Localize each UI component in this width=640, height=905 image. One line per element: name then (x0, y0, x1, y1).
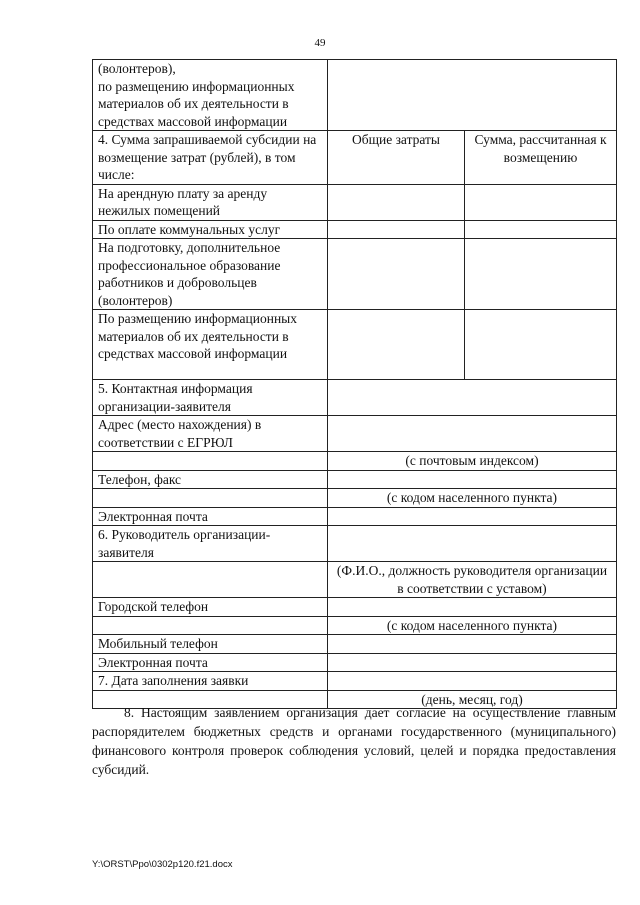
row-label-volunteers-media: (волонтеров), по размещению информационных материалов об их деятельности в средствах массовой информации (93, 60, 328, 131)
row-label-mobile-phone: Мобильный телефон (93, 635, 328, 654)
value-cell[interactable] (328, 310, 465, 380)
table-row (93, 310, 617, 380)
row-label-phone-fax: Телефон, факс (93, 470, 328, 489)
row-label-utilities: По оплате коммунальных услуг (93, 220, 328, 239)
value-cell[interactable] (465, 220, 617, 239)
section-heading-head-of-organization: 6. Руководитель организации-заявителя (93, 526, 328, 562)
table-row (93, 131, 617, 185)
table-row (93, 220, 617, 239)
value-cell[interactable] (328, 239, 465, 310)
page-number: 49 (314, 37, 326, 49)
phone-fax-input-cell[interactable] (328, 470, 617, 489)
value-cell[interactable] (328, 380, 617, 416)
row-label-city-phone-continued (93, 616, 328, 635)
table-row (93, 526, 617, 562)
row-label-training: На подготовку, дополнительное профессиональное образование работников и добровольцев (волонтеров) (93, 239, 328, 310)
application-form-table (92, 59, 617, 709)
row-label-media-placement: По размещению информационных материалов об их деятельности в средствах массовой информации (93, 310, 328, 380)
hint-day-month-year: (день, месяц, год) (328, 690, 617, 709)
table-row (93, 653, 617, 672)
mobile-phone-input-cell[interactable] (328, 635, 617, 654)
row-label-email-head: Электронная почта (93, 653, 328, 672)
row-label-subsidy-amount: 4. Сумма запрашиваемой субсидии на возмещение затрат (рублей), в том числе: (93, 131, 328, 185)
table-row (93, 452, 617, 471)
table-row (93, 507, 617, 526)
value-cell[interactable] (328, 220, 465, 239)
row-label-city-phone: Городской телефон (93, 598, 328, 617)
table-row (93, 489, 617, 508)
consent-paragraph: 8. Настоящим заявлением организация дает согласие на осуществление главным распорядителем бюджетных средств и органами государственного (муниципального) финансового контроля проверок соблюдения условий, целей и порядка предоставления субсидий. (92, 705, 616, 777)
row-label-email: Электронная почта (93, 507, 328, 526)
table-row (93, 60, 617, 131)
row-label-head-continued (93, 562, 328, 598)
table-row (93, 380, 617, 416)
section-heading-contact-info: 5. Контактная информация организации-заявителя (93, 380, 328, 416)
value-cell[interactable] (465, 310, 617, 380)
row-label-address-continued (93, 452, 328, 471)
row-label-address: Адрес (место нахождения) в соответствии с ЕГРЮЛ (93, 416, 328, 452)
value-cell[interactable] (465, 184, 617, 220)
address-input-cell[interactable] (328, 416, 617, 452)
hint-postal-code: (с почтовым индексом) (328, 452, 617, 471)
table-row (93, 598, 617, 617)
city-phone-input-cell[interactable] (328, 598, 617, 617)
value-cell[interactable] (328, 60, 617, 131)
row-label-phone-fax-continued (93, 489, 328, 508)
table-row (93, 616, 617, 635)
row-label-rent: На арендную плату за аренду нежилых помещений (93, 184, 328, 220)
table-row (93, 470, 617, 489)
table-row (93, 562, 617, 598)
column-header-reimbursement-amount: Сумма, рассчитанная к возмещению (465, 131, 617, 185)
head-name-input-cell[interactable] (328, 526, 617, 562)
email-input-cell[interactable] (328, 507, 617, 526)
value-cell[interactable] (465, 239, 617, 310)
table-row (93, 416, 617, 452)
date-input-cell[interactable] (328, 672, 617, 691)
footer-file-path: Y:\ORST\Ppo\0302p120.f21.docx (92, 859, 233, 870)
table-row (93, 672, 617, 691)
value-cell[interactable] (328, 184, 465, 220)
table-row (93, 239, 617, 310)
hint-area-code: (с кодом населенного пункта) (328, 489, 617, 508)
table-row (93, 184, 617, 220)
column-header-total-costs: Общие затраты (328, 131, 465, 185)
table-row (93, 635, 617, 654)
section-heading-application-date: 7. Дата заполнения заявки (93, 672, 328, 691)
head-email-input-cell[interactable] (328, 653, 617, 672)
hint-city-phone-area-code: (с кодом населенного пункта) (328, 616, 617, 635)
hint-head-name-position: (Ф.И.О., должность руководителя организации в соответствии с уставом) (328, 562, 617, 598)
